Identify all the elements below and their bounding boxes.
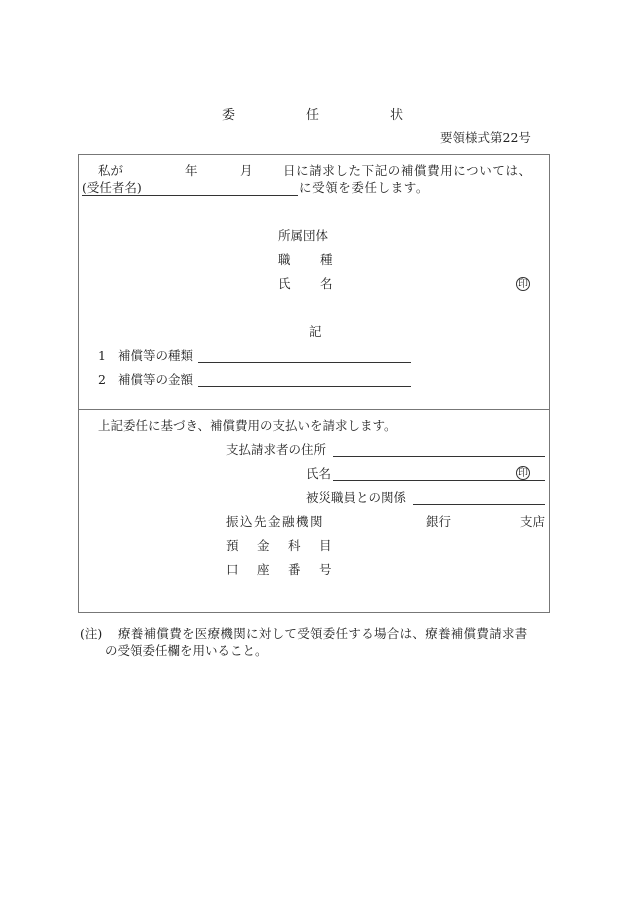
name-label-1: 氏	[278, 276, 291, 291]
delegate-name-field[interactable]	[82, 195, 298, 196]
delegate-suffix: に受領を委任します。	[299, 180, 430, 195]
compensation-amount-field[interactable]	[198, 386, 411, 387]
deposit-type-char: 科	[288, 538, 301, 553]
note-prefix: (注)	[80, 626, 103, 641]
title-char: 委	[222, 108, 236, 123]
section-divider	[78, 409, 550, 410]
account-number-char: 番	[288, 562, 301, 577]
seal-icon: 印	[518, 279, 528, 290]
title-char: 状	[390, 108, 404, 123]
day-claim-text: 日に請求した下記の補償費用については、	[283, 163, 532, 178]
name-label-2: 名	[320, 276, 333, 291]
note-line-1: 療養補償費を医療機関に対して受領委任する場合は、療養補償費請求書	[118, 626, 528, 641]
claimant-name-field[interactable]	[333, 480, 545, 481]
claimant-name-label: 氏名	[306, 466, 332, 481]
address-label: 支払請求者の住所	[226, 442, 327, 457]
claim-statement: 上記委任に基づき、補償費用の支払いを請求します。	[98, 418, 397, 433]
job-label-1: 職	[278, 252, 291, 267]
relation-field[interactable]	[413, 504, 545, 505]
form-number: 要領様式第22号	[440, 130, 531, 145]
bank-suffix: 銀行	[426, 514, 452, 529]
account-number-char: 号	[319, 562, 332, 577]
item-number: 1	[98, 348, 106, 363]
org-label: 所属団体	[278, 228, 329, 243]
intro-prefix: 私が	[98, 163, 124, 178]
title-char: 任	[306, 108, 320, 123]
seal-icon: 印	[518, 468, 528, 479]
year-label: 年	[185, 163, 198, 178]
deposit-type-char: 預	[226, 538, 239, 553]
ki-heading: 記	[309, 324, 322, 339]
branch-suffix: 支店	[520, 514, 546, 529]
account-number-char: 口	[226, 562, 239, 577]
item-label-amount: 補償等の金額	[118, 372, 194, 387]
item-number: 2	[98, 372, 106, 387]
compensation-type-field[interactable]	[198, 362, 411, 363]
address-field[interactable]	[333, 456, 545, 457]
account-number-char: 座	[257, 562, 270, 577]
month-label: 月	[240, 163, 253, 178]
bank-label: 振込先金融機関	[226, 514, 325, 529]
job-label-2: 種	[320, 252, 333, 267]
item-label-type: 補償等の種類	[118, 348, 194, 363]
deposit-type-char: 目	[319, 538, 332, 553]
delegate-label: (受任者名)	[82, 180, 142, 195]
relation-label: 被災職員との関係	[306, 490, 407, 505]
note-line-2: の受領委任欄を用いること。	[105, 643, 268, 658]
deposit-type-char: 金	[257, 538, 270, 553]
